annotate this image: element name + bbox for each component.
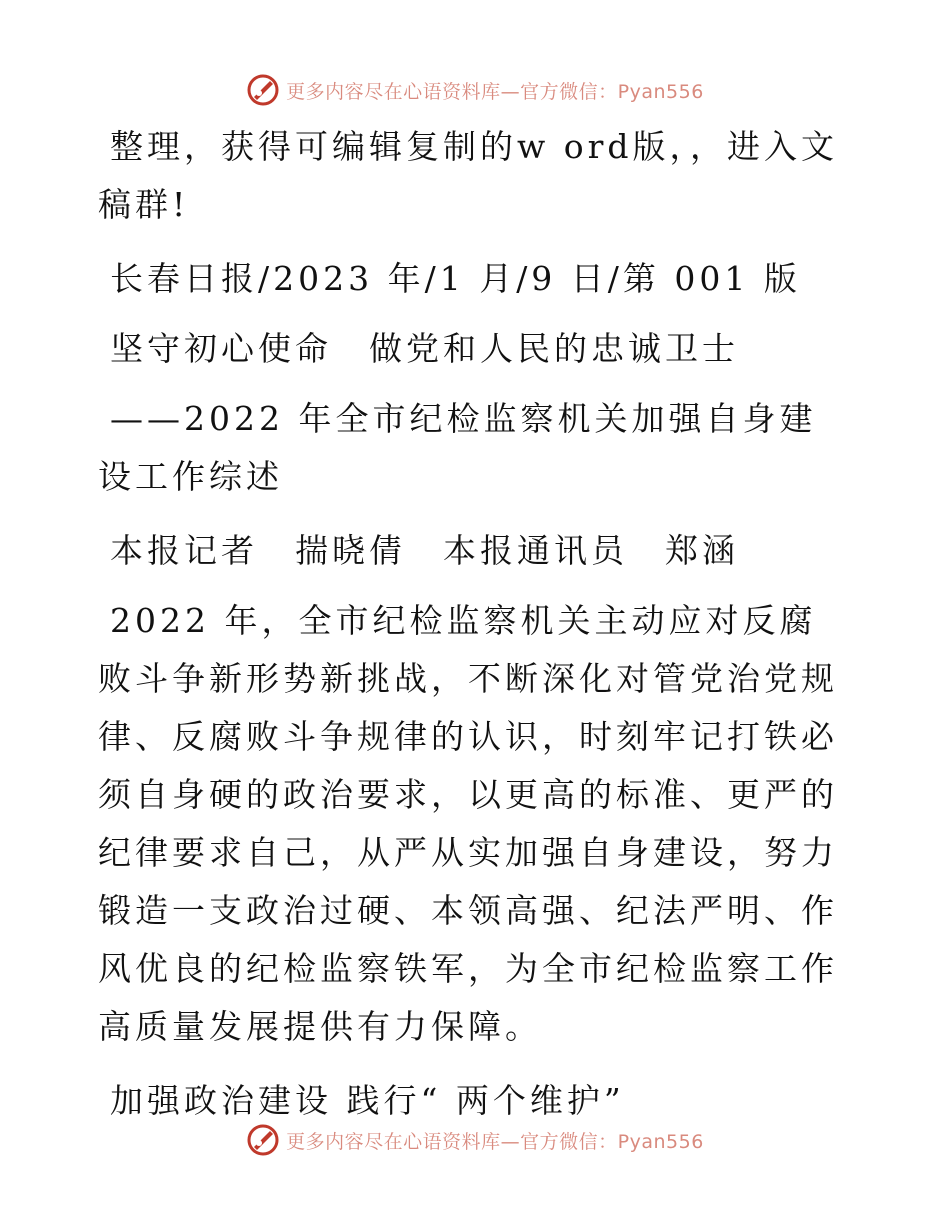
paragraph-intro: 整理，获得可编辑复制的w ord版，，进入文稿群!	[98, 127, 839, 224]
watermark-header	[0, 70, 950, 110]
article-title: 坚守初心使命 做党和人民的忠诚卫士	[110, 329, 739, 368]
watermark-text: 更多内容尽在心语资料库—官方微信：Pyan556	[286, 80, 704, 103]
article-subtitle: ——2022 年全市纪检监察机关加强自身建设工作综述	[98, 399, 817, 496]
logo-icon	[246, 73, 280, 107]
watermark-text: 更多内容尽在心语资料库—官方微信：Pyan556	[286, 1130, 704, 1153]
paragraph-source: 长春日报/2023 年/1 月/9 日/第 001 版	[110, 259, 801, 298]
section-heading: 加强政治建设 践行“ 两个维护”	[110, 1081, 625, 1120]
logo-icon	[246, 1123, 280, 1157]
article-byline: 本报记者 揣晓倩 本报通讯员 郑涵	[110, 531, 739, 570]
paragraph-body: 2022 年，全市纪检监察机关主动应对反腐败斗争新形势新挑战，不断深化对管党治党规律、反腐败斗争规律的认识，时刻牢记打铁必须自身硬的政治要求，以更高的标准、更严的纪律要求自己，从严从实加强自身建设，努力锻造一支政治过硬、本领高强、纪法严明、作风优良的纪检监察铁军，为全市纪检监察工作高质量发展提供有力保障。	[98, 601, 838, 1046]
document-body	[98, 118, 850, 1146]
watermark-footer	[0, 1120, 950, 1160]
